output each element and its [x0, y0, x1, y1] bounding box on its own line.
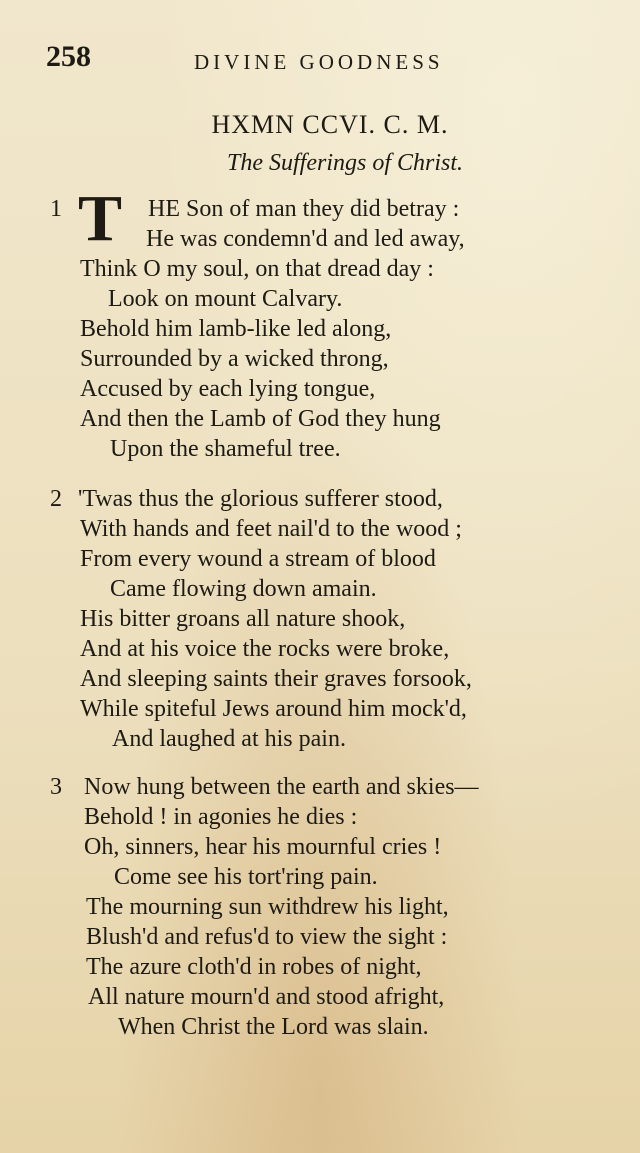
drop-cap: T: [78, 182, 123, 255]
verse-line: From every wound a stream of blood: [80, 546, 436, 572]
verse-line: Behold him lamb-like led along,: [80, 316, 392, 342]
verse-line: Accused by each lying tongue,: [80, 376, 376, 402]
verse-line: All nature mourn'd and stood afright,: [88, 984, 445, 1010]
verse-line: Think O my soul, on that dread day :: [80, 256, 434, 282]
stanza-number: 3: [50, 774, 62, 800]
verse-line: Look on mount Calvary.: [108, 286, 343, 312]
hymn-title: HXMN CCVI. C. M.: [211, 110, 449, 139]
verse-line: While spiteful Jews around him mock'd,: [80, 696, 467, 722]
verse-line: Upon the shameful tree.: [110, 436, 341, 462]
verse-line: And laughed at his pain.: [112, 726, 346, 752]
verse-line: The azure cloth'd in robes of night,: [86, 954, 422, 980]
stanza-number: 2: [50, 486, 62, 512]
hymn-subtitle: The Sufferings of Christ.: [226, 150, 464, 176]
verse-line: Came flowing down amain.: [110, 576, 377, 602]
stanza-number: 1: [50, 196, 62, 222]
verse-line: Surrounded by a wicked throng,: [80, 346, 389, 372]
verse-line: HE Son of man they did betray :: [148, 196, 460, 222]
verse-line: He was condemn'd and led away,: [146, 226, 465, 252]
verse-line: With hands and feet nail'd to the wood ;: [80, 516, 462, 542]
verse-line: Come see his tort'ring pain.: [114, 864, 378, 890]
verse-line: Oh, sinners, hear his mournful cries !: [84, 834, 442, 860]
verse-line: When Christ the Lord was slain.: [118, 1014, 429, 1040]
verse-line: And sleeping saints their graves forsook,: [80, 666, 472, 692]
verse-line: The mourning sun withdrew his light,: [86, 894, 449, 920]
running-head: DIVINE GOODNESS: [194, 50, 444, 74]
verse-line: Blush'd and refus'd to view the sight :: [86, 924, 448, 950]
page-number: 258: [46, 40, 91, 73]
verse-line: And at his voice the rocks were broke,: [80, 636, 450, 662]
verse-line: Now hung between the earth and skies—: [84, 774, 479, 800]
verse-line: And then the Lamb of God they hung: [80, 406, 441, 432]
verse-line: 'Twas thus the glorious sufferer stood,: [78, 486, 443, 512]
verse-line: Behold ! in agonies he dies :: [84, 804, 358, 830]
verse-line: His bitter groans all nature shook,: [80, 606, 406, 632]
